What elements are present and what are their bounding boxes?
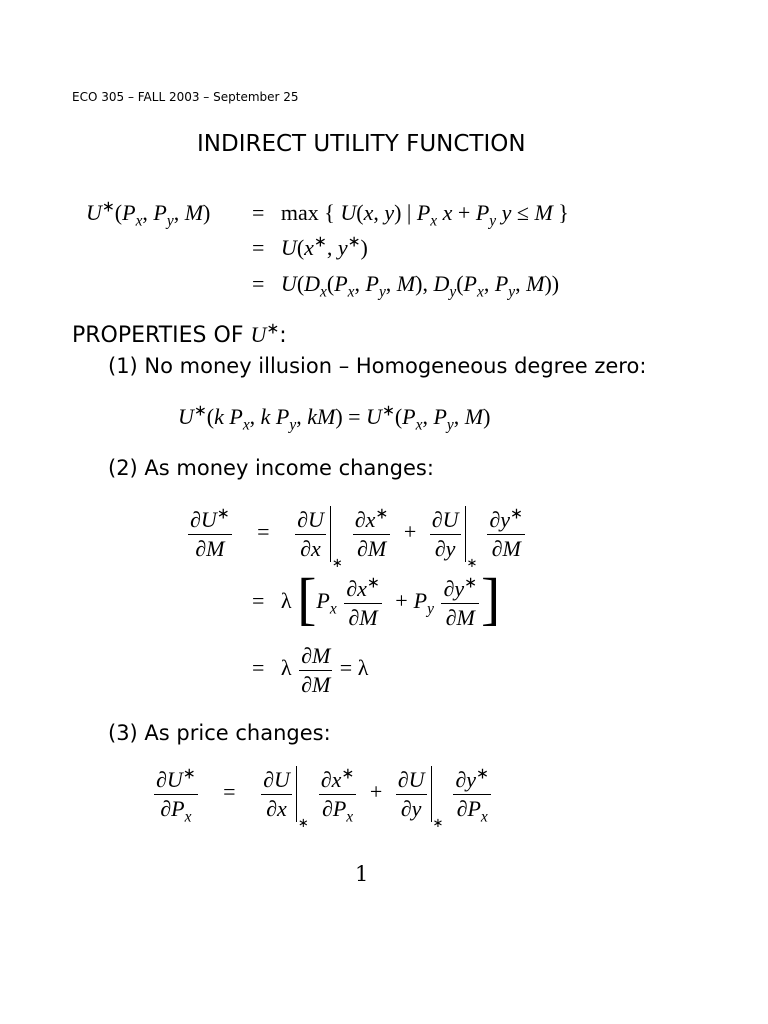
property-3-equation: $\frac{\partial U^∗}{\partial P_x}$ = $\frac{\partial U}{\partial x}$ ∗ $\frac{\partial x^∗}{\partial P_x}$ + $\frac{\partial U}{\partial y}$ ∗ $\frac{\partial y^∗}{\partial P_x}$ [156, 765, 489, 831]
property-1-label: (1) No money illusion – Homogeneous degree zero: [108, 354, 647, 378]
page-number: 1 [355, 862, 369, 886]
definition-line-1: = max { U(x, y) | $P_x$ $x + P_y$ y ≤ M } [252, 200, 569, 230]
property-2-equation-line-1: $\frac{\partial U^∗}{\partial M}$ = $\frac{\partial U}{\partial x}$ ∗ $\frac{\partial x^∗}{\partial M}$ + $\frac{\partial U}{\partial y}$ ∗ $\frac{\partial y^∗}{\partial M}$ [190, 505, 523, 571]
properties-heading-colon: : [279, 323, 287, 348]
document-header: ECO 305 – FALL 2003 – September 25 [72, 90, 299, 104]
page-title: INDIRECT UTILITY FUNCTION [197, 131, 526, 157]
property-2-label: (2) As money income changes: [108, 456, 434, 480]
properties-heading-text: PROPERTIES OF [72, 323, 244, 348]
properties-heading: PROPERTIES OF U∗: [72, 320, 287, 348]
definition-lhs: $U^∗(P_x$, $P_y$, M) [86, 198, 211, 230]
property-3-label: (3) As price changes: [108, 721, 331, 745]
property-1-equation: U∗(k $P_x$, k $P_y$, $kM) = U^∗(P_x$, $P_y$, M) [178, 402, 491, 434]
property-2-equation-line-3: = λ $\frac{\partial M}{\partial M}$ = λ [252, 643, 369, 697]
definition-line-2: = U(x∗, y∗) [252, 233, 368, 260]
property-2-equation-line-2: = λ [$P_x$ $\frac{\partial x^∗}{\partial M}$ + $P_y$ $\frac{\partial y^∗}{\partial M}$ ] [252, 566, 501, 631]
definition-line-3: = $U(D_x(P_x$, $P_y$, M), $D_y(P_x$, $P_y$, M)) [252, 271, 560, 301]
